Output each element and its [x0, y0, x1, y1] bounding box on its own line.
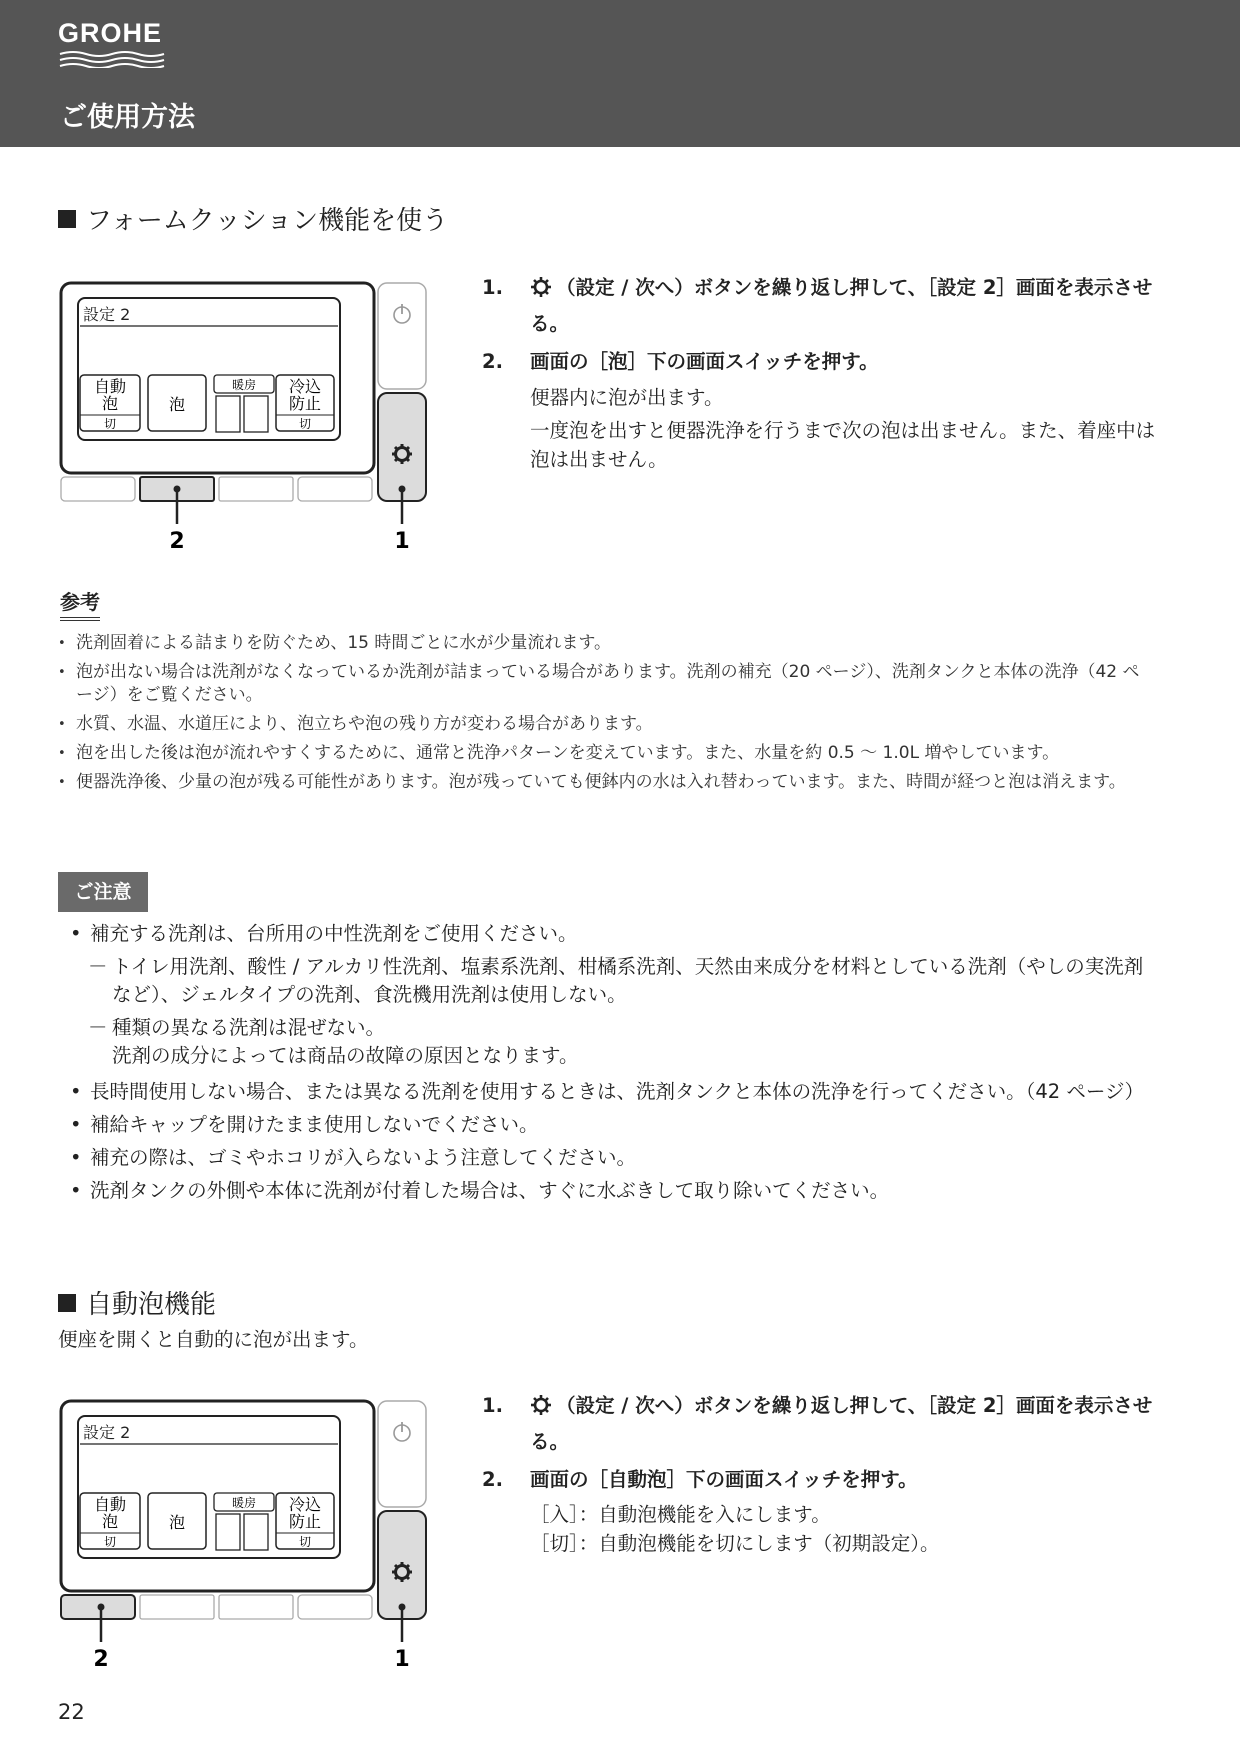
svg-text:暖房: 暖房 — [231, 1496, 257, 1510]
svg-text:防止: 防止 — [288, 394, 322, 413]
step-2-note-2: 一度泡を出すと便器洗浄を行うまで次の泡は出ません。また、着座中は泡は出ません。 — [530, 419, 1156, 471]
svg-text:防止: 防止 — [288, 1512, 322, 1531]
grohe-logo: GROHE — [58, 18, 163, 48]
step-1: 1. （設定 / 次へ）ボタンを繰り返し押して、［設定 2］画面を表示させる。 — [482, 276, 1153, 335]
step-2-note-2: ［切］：自動泡機能を切にします（初期設定）。 — [530, 1532, 940, 1555]
square-bullet-icon — [58, 1294, 76, 1312]
svg-text:切: 切 — [103, 1535, 117, 1549]
list-item: • 長時間使用しない場合、または異なる洗剤を使用するときは、洗剤タンクと本体の洗浄を行ってください。（42 ページ） — [68, 1078, 1158, 1106]
reference-title: 参考 — [60, 586, 100, 621]
list-item: • 便器洗浄後、少量の泡が残る可能性があります。泡が残っていても便鉢内の水は入れ替わっています。また、時間が経つと泡は消えます。 — [58, 771, 1148, 794]
svg-text:2: 2 — [169, 529, 185, 554]
step-2: 2. 画面の［自動泡］下の画面スイッチを押す。 — [482, 1468, 918, 1491]
gear-icon — [530, 1394, 556, 1426]
svg-text:2: 2 — [93, 1647, 109, 1672]
list-item: • 泡を出した後は泡が流れやすくするために、通常と洗浄パターンを変えています。また、水量を約 0.5 ～ 1.0L 増やしています。 — [58, 742, 1148, 765]
svg-text:冷込: 冷込 — [288, 377, 322, 396]
list-subitem: － 種類の異なる洗剤は混ぜない。 — [68, 1014, 1158, 1042]
svg-text:切: 切 — [298, 417, 312, 431]
reference-list — [58, 632, 1148, 800]
svg-text:泡: 泡 — [168, 1513, 186, 1532]
svg-text:冷込: 冷込 — [288, 1495, 322, 1514]
page-number: 22 — [58, 1700, 85, 1724]
steps-section-1 — [480, 272, 1160, 474]
section-heading-foam-cushion: フォームクッション機能を使う — [58, 200, 448, 237]
list-item: • 洗剤タンクの外側や本体に洗剤が付着した場合は、すぐに水ぶきして取り除いてください。 — [68, 1177, 1158, 1205]
grohe-logo-waves — [58, 50, 166, 68]
page-header — [0, 0, 1240, 147]
svg-text:自動: 自動 — [93, 1495, 127, 1514]
page-title: ご使用方法 — [60, 102, 195, 133]
caution-tag: ご注意 — [58, 872, 148, 912]
step-2: 2. 画面の［泡］下の画面スイッチを押す。 — [482, 350, 879, 373]
step-2-note-1: 便器内に泡が出ます。 — [530, 386, 724, 409]
svg-text:暖房: 暖房 — [231, 378, 257, 392]
caution-list — [68, 920, 1158, 1210]
screen-title: 設定 2 — [83, 1423, 131, 1442]
steps-section-2 — [480, 1390, 1160, 1558]
list-subitem-note: 洗剤の成分によっては商品の故障の原因となります。 — [112, 1044, 579, 1067]
remote-panel-diagram-1 — [58, 280, 430, 580]
section-heading-auto-foam: 自動泡機能 — [58, 1284, 216, 1321]
section-lead: 便座を開くと自動的に泡が出ます。 — [58, 1328, 369, 1351]
svg-text:自動: 自動 — [93, 377, 127, 396]
svg-text:泡: 泡 — [101, 1512, 119, 1531]
svg-text:1: 1 — [394, 529, 410, 554]
list-item: • 補充する洗剤は、台所用の中性洗剤をご使用ください。 — [68, 920, 1158, 948]
list-subitem: － トイレ用洗剤、酸性 / アルカリ性洗剤、塩素系洗剤、柑橘系洗剤、天然由来成分を材料としている洗剤（やしの実洗剤など）、ジェルタイプの洗剤、食洗機用洗剤は使用しない。 — [68, 953, 1158, 1009]
svg-text:泡: 泡 — [101, 394, 119, 413]
list-item: • 水質、水温、水道圧により、泡立ちや泡の残り方が変わる場合があります。 — [58, 713, 1148, 736]
square-bullet-icon — [58, 210, 76, 228]
list-item: • 補給キャップを開けたまま使用しないでください。 — [68, 1111, 1158, 1139]
step-2-note-1: ［入］：自動泡機能を入にします。 — [530, 1503, 831, 1526]
svg-text:切: 切 — [103, 417, 117, 431]
svg-text:切: 切 — [298, 1535, 312, 1549]
step-1: 1. （設定 / 次へ）ボタンを繰り返し押して、［設定 2］画面を表示させる。 — [482, 1394, 1153, 1453]
list-item: • 洗剤固着による詰まりを防ぐため、15 時間ごとに水が少量流れます。 — [58, 632, 1148, 655]
list-item: • 補充の際は、ゴミやホコリが入らないよう注意してください。 — [68, 1144, 1158, 1172]
svg-text:泡: 泡 — [168, 395, 186, 414]
svg-text:1: 1 — [394, 1647, 410, 1672]
list-item: • 泡が出ない場合は洗剤がなくなっているか洗剤が詰まっている場合があります。洗剤の補充（20 ページ）、洗剤タンクと本体の洗浄（42 ページ）をご覧ください。 — [58, 661, 1148, 707]
screen-title: 設定 2 — [83, 305, 131, 324]
gear-icon — [530, 276, 556, 308]
remote-panel-diagram-2 — [58, 1398, 430, 1698]
